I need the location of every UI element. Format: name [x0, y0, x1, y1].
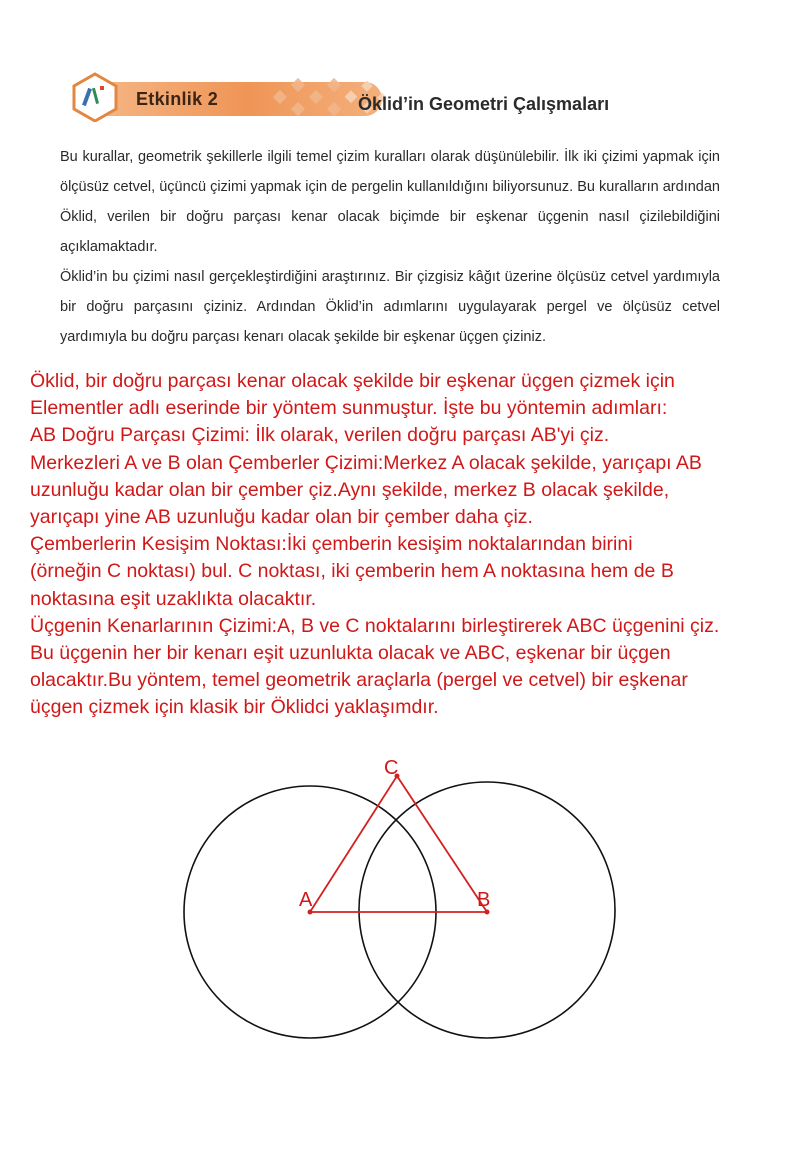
answer-line: olacaktır.Bu yöntem, temel geometrik araçlarla (pergel ve cetvel) bir eşkenar: [30, 669, 688, 692]
activity-label: Etkinlik 2: [136, 89, 219, 109]
printed-paragraph: Öklid’in bu çizimi nasıl gerçekleştirdiğini araştırınız. Bir çizgisiz kâğıt üzerine ölçüsüz cetvel yardımıyla bir doğru parçasını çiziniz. Ardından Öklid’in adımlarını uygulayarak pergel ve ölçüsüz cetvel yardımıyla bu doğru parçası kenarı olacak şekilde bir eşkenar üçgen çiziniz.: [60, 269, 720, 345]
segment-ac: [310, 776, 397, 912]
answer-line: yarıçapı yine AB uzunluğu kadar olan bir çember daha çiz.: [30, 506, 533, 529]
answer-line: Çemberlerin Kesişim Noktası:İki çemberin kesişim noktalarından birini: [30, 533, 633, 556]
label-c: C: [384, 757, 399, 779]
answer-line: Merkezleri A ve B olan Çemberler Çizimi:Merkez A olacak şekilde, yarıçapı AB: [30, 451, 702, 474]
segment-bc: [397, 776, 487, 912]
answer-line: (örneğin C noktası) bul. C noktası, iki çemberin hem A noktasına hem de B: [30, 560, 674, 583]
label-b: B: [477, 889, 491, 911]
answer-line: uzunluğu kadar olan bir çember çiz.Aynı şekilde, merkez B olacak şekilde,: [30, 478, 670, 501]
answer-line: AB Doğru Parçası Çizimi: İlk olarak, verilen doğru parçası AB'yi çiz.: [30, 424, 610, 447]
printed-instructions: [60, 142, 720, 352]
label-a: A: [299, 889, 313, 911]
equilateral-triangle-construction: [0, 740, 800, 1080]
answer-line: Üçgenin Kenarlarının Çizimi:A, B ve C noktalarını birleştirerek ABC üçgenini çiz.: [30, 614, 720, 637]
printed-paragraph: Bu kurallar, geometrik şekillerle ilgili temel çizim kuralları olarak düşünülebilir. İlk iki çizimi yapmak için ölçüsüz cetvel, üçüncü çizimi yapmak için de pergelin kullanıldığını biliyorsunuz. Bu kuralların ardından Öklid, verilen bir doğru parçası kenar olacak biçimde bir eşkenar üçgenin nasıl çizilebildiğini açıklamaktadır.: [60, 149, 720, 255]
activity-header: [70, 70, 650, 128]
answer-line: üçgen çizmek için klasik bir Öklidci yaklaşımdır.: [30, 696, 439, 719]
answer-line: Bu üçgenin her bir kenarı eşit uzunlukta olacak ve ABC, eşkenar bir üçgen: [30, 642, 671, 665]
answer-line: Öklid, bir doğru parçası kenar olacak şekilde bir eşkenar üçgen çizmek için: [30, 370, 675, 392]
answer-line: noktasına eşit uzaklıkta olacaktır.: [30, 587, 317, 610]
answer-line: Elementler adlı eserinde bir yöntem sunmuştur. İşte bu yöntemin adımları:: [30, 397, 668, 420]
pencil-ruler-icon: [70, 72, 120, 122]
page-title: Öklid’in Geometri Çalışmaları: [358, 94, 610, 114]
handwritten-answer: [30, 368, 790, 722]
